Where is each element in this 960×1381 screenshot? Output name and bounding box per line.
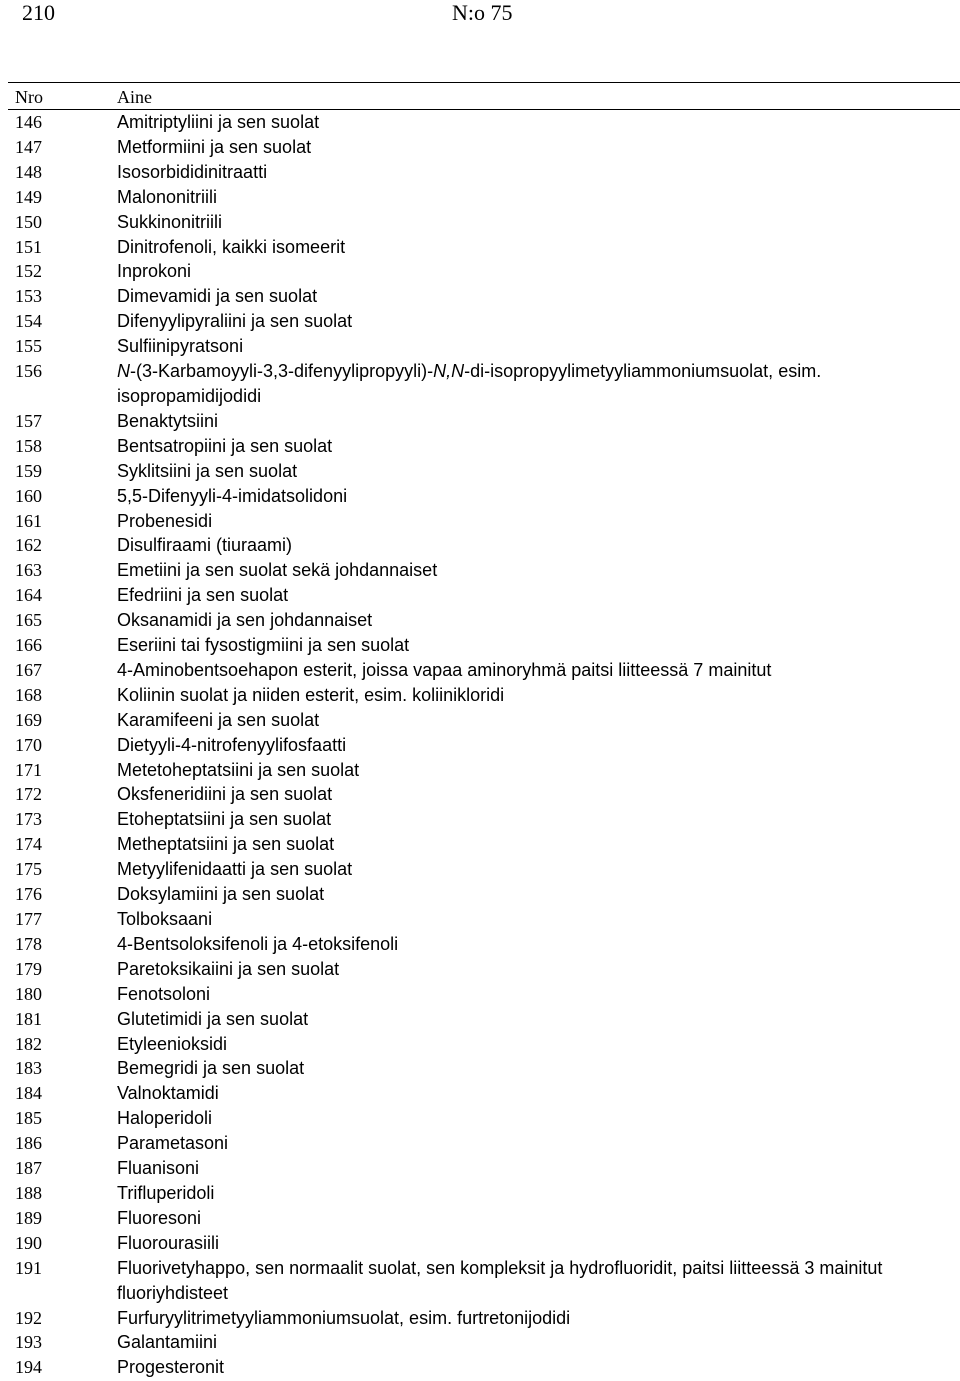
- table-row: [0, 882, 960, 907]
- row-number: 169: [15, 709, 42, 730]
- row-number: 183: [15, 1058, 42, 1079]
- row-number: 180: [15, 983, 42, 1004]
- row-number: 179: [15, 958, 42, 979]
- substance-name: Malononitriili: [117, 186, 218, 207]
- table-row: [0, 683, 960, 708]
- table-row: [0, 733, 960, 758]
- row-number: 191: [15, 1257, 42, 1278]
- table-row: [0, 533, 960, 558]
- table-row: [0, 857, 960, 882]
- table-row: [0, 932, 960, 957]
- table-row: [0, 185, 960, 210]
- substance-name: Bemegridi ja sen suolat: [117, 1058, 305, 1079]
- table-row: [0, 284, 960, 309]
- row-number: 149: [15, 186, 42, 207]
- table-row: [0, 484, 960, 509]
- row-number: 175: [15, 859, 42, 880]
- row-number: 168: [15, 684, 42, 705]
- row-number: 194: [15, 1357, 42, 1378]
- substance-name: Dimevamidi ja sen suolat: [117, 286, 318, 307]
- row-number: 174: [15, 834, 42, 855]
- table-row: [0, 110, 960, 135]
- row-number: 152: [15, 261, 42, 282]
- table-row: [0, 1007, 960, 1032]
- table-row: [0, 259, 960, 284]
- table-row: [0, 1181, 960, 1206]
- row-number: 189: [15, 1207, 42, 1228]
- row-number: 155: [15, 336, 42, 357]
- row-number: 162: [15, 535, 42, 556]
- substance-name: Fluoresoni: [117, 1207, 202, 1228]
- substance-name: Galantamiini: [117, 1332, 218, 1353]
- table-row: [0, 359, 960, 409]
- page-number: 210: [22, 0, 55, 25]
- row-number: 190: [15, 1232, 42, 1253]
- substance-name: Metyylifenidaatti ja sen suolat: [117, 859, 353, 880]
- substance-name: N-(3-Karbamoyyli-3,3-difenyylipropyyli)-N,N-di-isopropyylimetyyliammoniumsuolat, esim. isopropamidijodidi: [117, 361, 822, 406]
- substance-name: Emetiini ja sen suolat sekä johdannaiset: [117, 560, 438, 581]
- substance-name: Trifluperidoli: [117, 1182, 215, 1203]
- substance-name: Tolboksaani: [117, 909, 213, 929]
- table-row: [0, 309, 960, 334]
- row-number: 150: [15, 211, 42, 232]
- substance-name: Difenyylipyraliini ja sen suolat: [117, 311, 353, 332]
- substance-name: Metformiini ja sen suolat: [117, 136, 312, 157]
- table-row: [0, 758, 960, 783]
- table-row: [0, 558, 960, 583]
- substance-name: 4-Bentsoloksifenoli ja 4-etoksifenoli: [117, 933, 399, 954]
- table-row: [0, 1206, 960, 1231]
- table-row: [0, 782, 960, 807]
- row-number: 159: [15, 460, 42, 481]
- substance-name: Fenotsoloni: [117, 983, 211, 1004]
- row-number: 176: [15, 884, 42, 905]
- column-header-aine: Aine: [117, 87, 152, 107]
- column-header-nro: Nro: [15, 87, 43, 107]
- substance-name: Dietyyli-4-nitrofenyylifosfaatti: [117, 734, 347, 755]
- substance-name: Eseriini tai fysostigmiini ja sen suolat: [117, 635, 410, 656]
- issue-number: N:o 75: [452, 0, 513, 25]
- substance-name: Fluanisoni: [117, 1158, 200, 1179]
- row-number: 167: [15, 659, 42, 680]
- substance-name: Disulfiraami (tiuraami): [117, 535, 293, 556]
- table-row: [0, 160, 960, 185]
- row-number: 163: [15, 560, 42, 581]
- substance-name: 5,5-Difenyyli-4-imidatsolidoni: [117, 485, 348, 506]
- substance-name: 4-Aminobentsoehapon esterit, joissa vapaa aminoryhmä paitsi liitteessä 7 mainitut: [117, 659, 772, 680]
- table-top-rule: [8, 82, 960, 83]
- substance-name: Bentsatropiini ja sen suolat: [117, 435, 333, 456]
- substance-name: Furfuryylitrimetyyliammoniumsuolat, esim. furtretonijodidi: [117, 1307, 571, 1328]
- table-row: [0, 633, 960, 658]
- row-number: 165: [15, 610, 42, 631]
- table-row: [0, 1106, 960, 1131]
- substance-name: Metheptatsiini ja sen suolat: [117, 834, 335, 855]
- table-row: [0, 409, 960, 434]
- substance-name: Inprokoni: [117, 261, 192, 282]
- table-row: [0, 135, 960, 160]
- row-number: 182: [15, 1033, 42, 1054]
- substance-name: Probenesidi: [117, 510, 213, 531]
- row-number: 170: [15, 734, 42, 755]
- substance-name: Syklitsiini ja sen suolat: [117, 460, 298, 481]
- table-row: [0, 509, 960, 534]
- substance-name: Koliinin suolat ja niiden esterit, esim. koliinikloridi: [117, 684, 505, 705]
- substance-name: Amitriptyliini ja sen suolat: [117, 112, 320, 132]
- substance-name: Fluorourasiili: [117, 1232, 220, 1253]
- row-number: 185: [15, 1108, 42, 1129]
- row-number: 186: [15, 1133, 42, 1154]
- row-number: 151: [15, 236, 42, 257]
- substance-name: Doksylamiini ja sen suolat: [117, 884, 325, 905]
- table-header: [0, 85, 960, 109]
- table-row: [0, 1330, 960, 1355]
- substance-name: Fluorivetyhappo, sen normaalit suolat, sen kompleksit ja hydrofluoridit, paitsi liitteessä 3 mainitut fluoriyhdisteet: [117, 1257, 883, 1303]
- substance-name: Isosorbididinitraatti: [117, 161, 268, 182]
- substance-name: Glutetimidi ja sen suolat: [117, 1008, 309, 1029]
- row-number: 181: [15, 1008, 42, 1029]
- table-row: [0, 1231, 960, 1256]
- table-row: [0, 1032, 960, 1057]
- table-row: [0, 1156, 960, 1181]
- row-number: 158: [15, 435, 42, 456]
- row-number: 157: [15, 410, 42, 431]
- row-number: 147: [15, 136, 42, 157]
- substance-name: Sukkinonitriili: [117, 211, 223, 232]
- row-number: 192: [15, 1307, 42, 1328]
- substance-name: Oksanamidi ja sen johdannaiset: [117, 610, 373, 631]
- table-row: [0, 907, 960, 932]
- row-number: 146: [15, 112, 42, 132]
- table-row: [0, 658, 960, 683]
- row-number: 166: [15, 635, 42, 656]
- table-row: [0, 1256, 960, 1306]
- substance-name: Haloperidoli: [117, 1108, 213, 1129]
- row-number: 154: [15, 311, 42, 332]
- row-number: 193: [15, 1332, 42, 1353]
- row-number: 184: [15, 1083, 42, 1104]
- row-number: 148: [15, 161, 42, 182]
- row-number: 171: [15, 759, 42, 780]
- substance-name: Benaktytsiini: [117, 410, 219, 431]
- table-row: [0, 235, 960, 260]
- table-row: [0, 1306, 960, 1331]
- table-row: [0, 1355, 960, 1380]
- row-number: 188: [15, 1182, 42, 1203]
- table-row: [0, 982, 960, 1007]
- substance-name: Etoheptatsiini ja sen suolat: [117, 809, 332, 830]
- substance-name: Oksfeneridiini ja sen suolat: [117, 784, 333, 805]
- substance-name: Efedriini ja sen suolat: [117, 585, 289, 606]
- table-row: [0, 459, 960, 484]
- table-row: [0, 708, 960, 733]
- table-row: [0, 807, 960, 832]
- table-body: [0, 110, 960, 1380]
- table-row: [0, 608, 960, 633]
- substance-name: Karamifeeni ja sen suolat: [117, 709, 320, 730]
- table-row: [0, 1131, 960, 1156]
- row-number: 161: [15, 510, 42, 531]
- row-number: 177: [15, 909, 42, 929]
- row-number: 156: [15, 361, 42, 382]
- substance-name: Metetoheptatsiini ja sen suolat: [117, 759, 360, 780]
- substance-name: Dinitrofenoli, kaikki isomeerit: [117, 236, 346, 257]
- table-row: [0, 1056, 960, 1081]
- table-row: [0, 832, 960, 857]
- table-row: [0, 957, 960, 982]
- row-number: 164: [15, 585, 42, 606]
- substance-name: Progesteronit: [117, 1357, 225, 1378]
- row-number: 172: [15, 784, 42, 805]
- row-number: 173: [15, 809, 42, 830]
- row-number: 178: [15, 933, 42, 954]
- table-row: [0, 210, 960, 235]
- substance-name: Valnoktamidi: [117, 1083, 219, 1104]
- table-row: [0, 583, 960, 608]
- row-number: 153: [15, 286, 42, 307]
- table-row: [0, 334, 960, 359]
- substance-name: Parametasoni: [117, 1133, 229, 1154]
- substance-name: Etyleenioksidi: [117, 1033, 228, 1054]
- substance-name: Paretoksikaiini ja sen suolat: [117, 958, 340, 979]
- substance-name: Sulfiinipyratsoni: [117, 336, 244, 357]
- row-number: 187: [15, 1158, 42, 1179]
- table-row: [0, 1081, 960, 1106]
- row-number: 160: [15, 485, 42, 506]
- table-row: [0, 434, 960, 459]
